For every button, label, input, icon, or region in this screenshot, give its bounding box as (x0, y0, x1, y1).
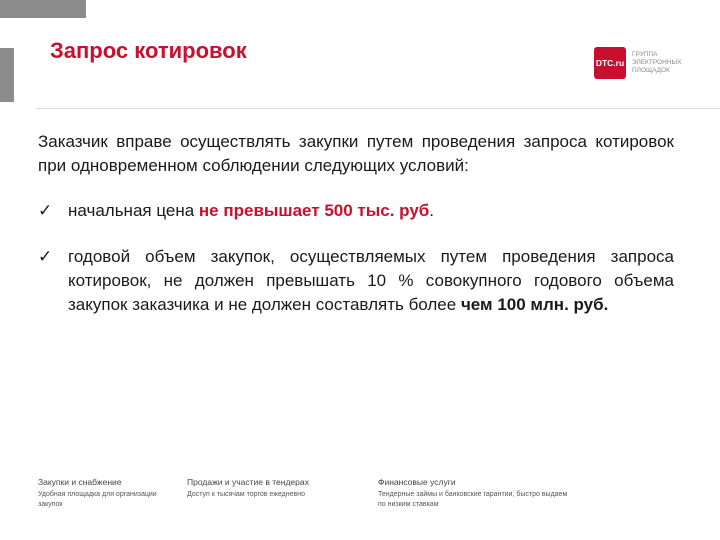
footer-column-sales (187, 476, 357, 500)
footer-title: Закупки и снабжение (38, 477, 122, 487)
header-divider (36, 108, 720, 109)
logo-caption: ГРУППА ЭЛЕКТРОННЫХ ПЛОЩАДОК (632, 51, 682, 74)
condition-bold: чем 100 млн. руб. (460, 295, 609, 314)
condition-text: начальная цена (68, 201, 199, 220)
footer-subtitle: Доступ к тысячам торгов ежедневно (187, 491, 305, 498)
condition-text-end: . (429, 201, 435, 220)
slide-content (38, 130, 674, 317)
footer-subtitle: Удобная площадка для организации закупок (38, 491, 157, 508)
footer-column-finance (378, 476, 568, 510)
condition-text: годовой объем закупок, осуществляемых путем проведения запроса котировок, не должен превышать 10 % совокупного годового объема закупок заказчика и не должен составлять более (68, 247, 674, 314)
company-logo (594, 47, 684, 79)
footer-title: Финансовые услуги (378, 477, 456, 487)
top-decor-bar (0, 0, 86, 18)
logo-mark: DTC.ru (594, 47, 626, 79)
checkmark-icon: ✓ (38, 247, 53, 266)
footer-subtitle: Тендерные займы и банковские гарантии, быстро выдаем по низким ставкам (378, 491, 568, 508)
condition-item-price (38, 199, 674, 223)
condition-highlight: не превышает 500 тыс. руб (198, 201, 430, 220)
footer-title: Продажи и участие в тендерах (187, 477, 309, 487)
intro-paragraph: Заказчик вправе осуществлять закупки путем проведения запроса котировок при одновременном соблюдении следующих условий: (38, 132, 674, 175)
condition-item-volume (38, 245, 674, 317)
page-title: Запрос котировок (50, 38, 247, 63)
footer-column-procurement (38, 476, 158, 510)
side-decor-bar (0, 48, 14, 102)
checkmark-icon: ✓ (38, 201, 53, 220)
